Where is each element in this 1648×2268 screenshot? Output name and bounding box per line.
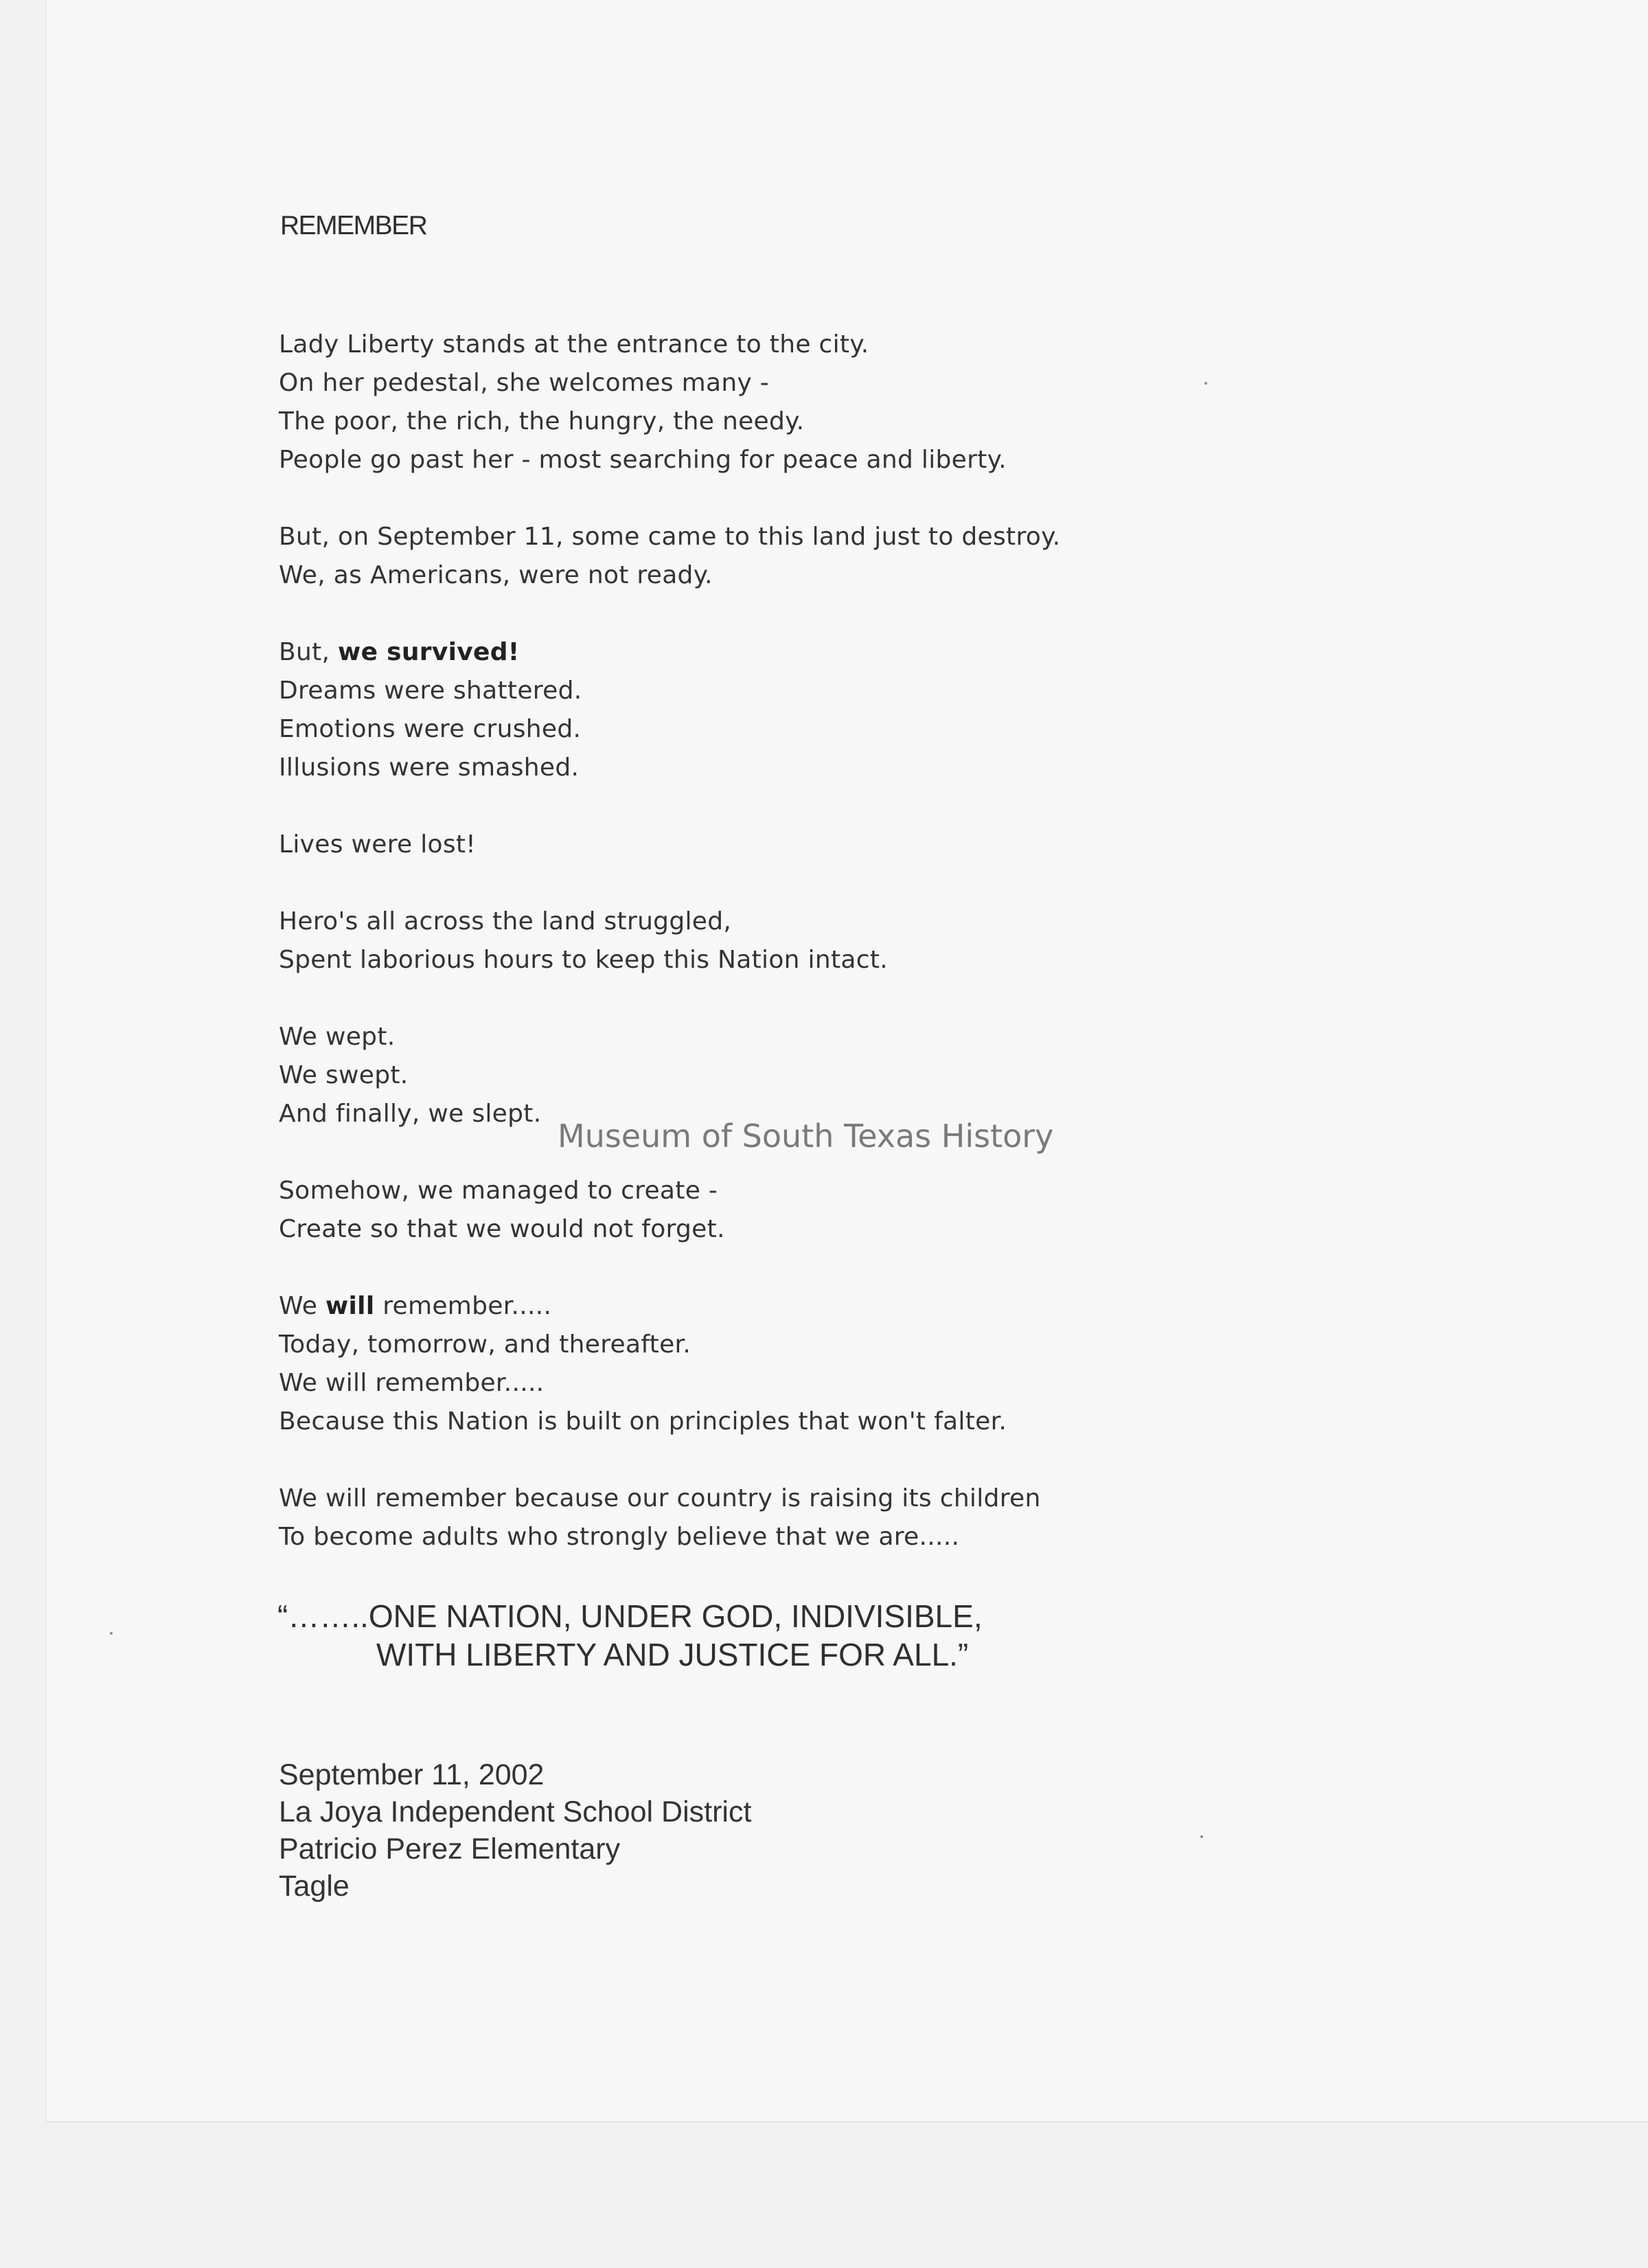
- poem-line-emphasis: we survived!: [338, 638, 520, 666]
- poem-line: We, as Americans, were not ready.: [279, 561, 713, 589]
- footer-district: La Joya Independent School District: [279, 1795, 752, 1828]
- poem-line: We swept.: [279, 1061, 409, 1089]
- footer-author: Tagle: [279, 1870, 350, 1903]
- poem-line: Emotions were crushed.: [279, 715, 582, 743]
- poem-line: But, on September 11, some came to this land just to destroy.: [279, 523, 1061, 551]
- poem-title: REMEMBER: [280, 211, 427, 240]
- poem-line-prefix: We: [279, 1292, 325, 1320]
- poem-line: Spent laborious hours to keep this Nation intact.: [279, 946, 888, 974]
- poem-line-prefix: But,: [279, 638, 339, 666]
- museum-watermark: Museum of South Texas History: [558, 1118, 1054, 1155]
- poem-line: Create so that we would not forget.: [279, 1215, 725, 1243]
- poem-line: Hero's all across the land struggled,: [279, 907, 732, 935]
- poem-line: And finally, we slept.: [279, 1100, 542, 1128]
- pledge-line-1: “……..ONE NATION, UNDER GOD, INDIVISIBLE,: [277, 1598, 983, 1634]
- poem-line-survived: [279, 637, 520, 668]
- poem-line-will-remember: [279, 1291, 551, 1322]
- poem-line-suffix: remember.....: [374, 1292, 552, 1320]
- poem-line: To become adults who strongly believe that we are.....: [279, 1523, 960, 1551]
- poem-line-emphasis: will: [325, 1292, 375, 1320]
- poem-line: We wept.: [279, 1023, 396, 1051]
- poem-line: Dreams were shattered.: [279, 677, 582, 705]
- poem-line: People go past her - most searching for peace and liberty.: [279, 446, 1007, 474]
- footer-school: Patricio Perez Elementary: [279, 1833, 621, 1866]
- poem-line: Because this Nation is built on principles that won't falter.: [279, 1407, 1007, 1436]
- poem-line: Lives were lost!: [279, 830, 477, 859]
- poem-line: The poor, the rich, the hungry, the needy.: [279, 407, 805, 435]
- poem-line: Today, tomorrow, and thereafter.: [279, 1330, 691, 1359]
- poem-line: Illusions were smashed.: [279, 753, 580, 782]
- poem-line: We will remember.....: [279, 1369, 545, 1397]
- poem-line: On her pedestal, she welcomes many -: [279, 369, 770, 397]
- scan-speck: [110, 1632, 113, 1635]
- poem-line: Lady Liberty stands at the entrance to the city.: [279, 330, 869, 359]
- scan-speck: [1204, 382, 1207, 385]
- scan-speck: [1200, 1835, 1203, 1838]
- poem-line: We will remember because our country is raising its children: [279, 1484, 1041, 1512]
- poem-line: Somehow, we managed to create -: [279, 1177, 718, 1205]
- pledge-line-2: WITH LIBERTY AND JUSTICE FOR ALL.”: [376, 1637, 969, 1672]
- footer-date: September 11, 2002: [279, 1758, 545, 1791]
